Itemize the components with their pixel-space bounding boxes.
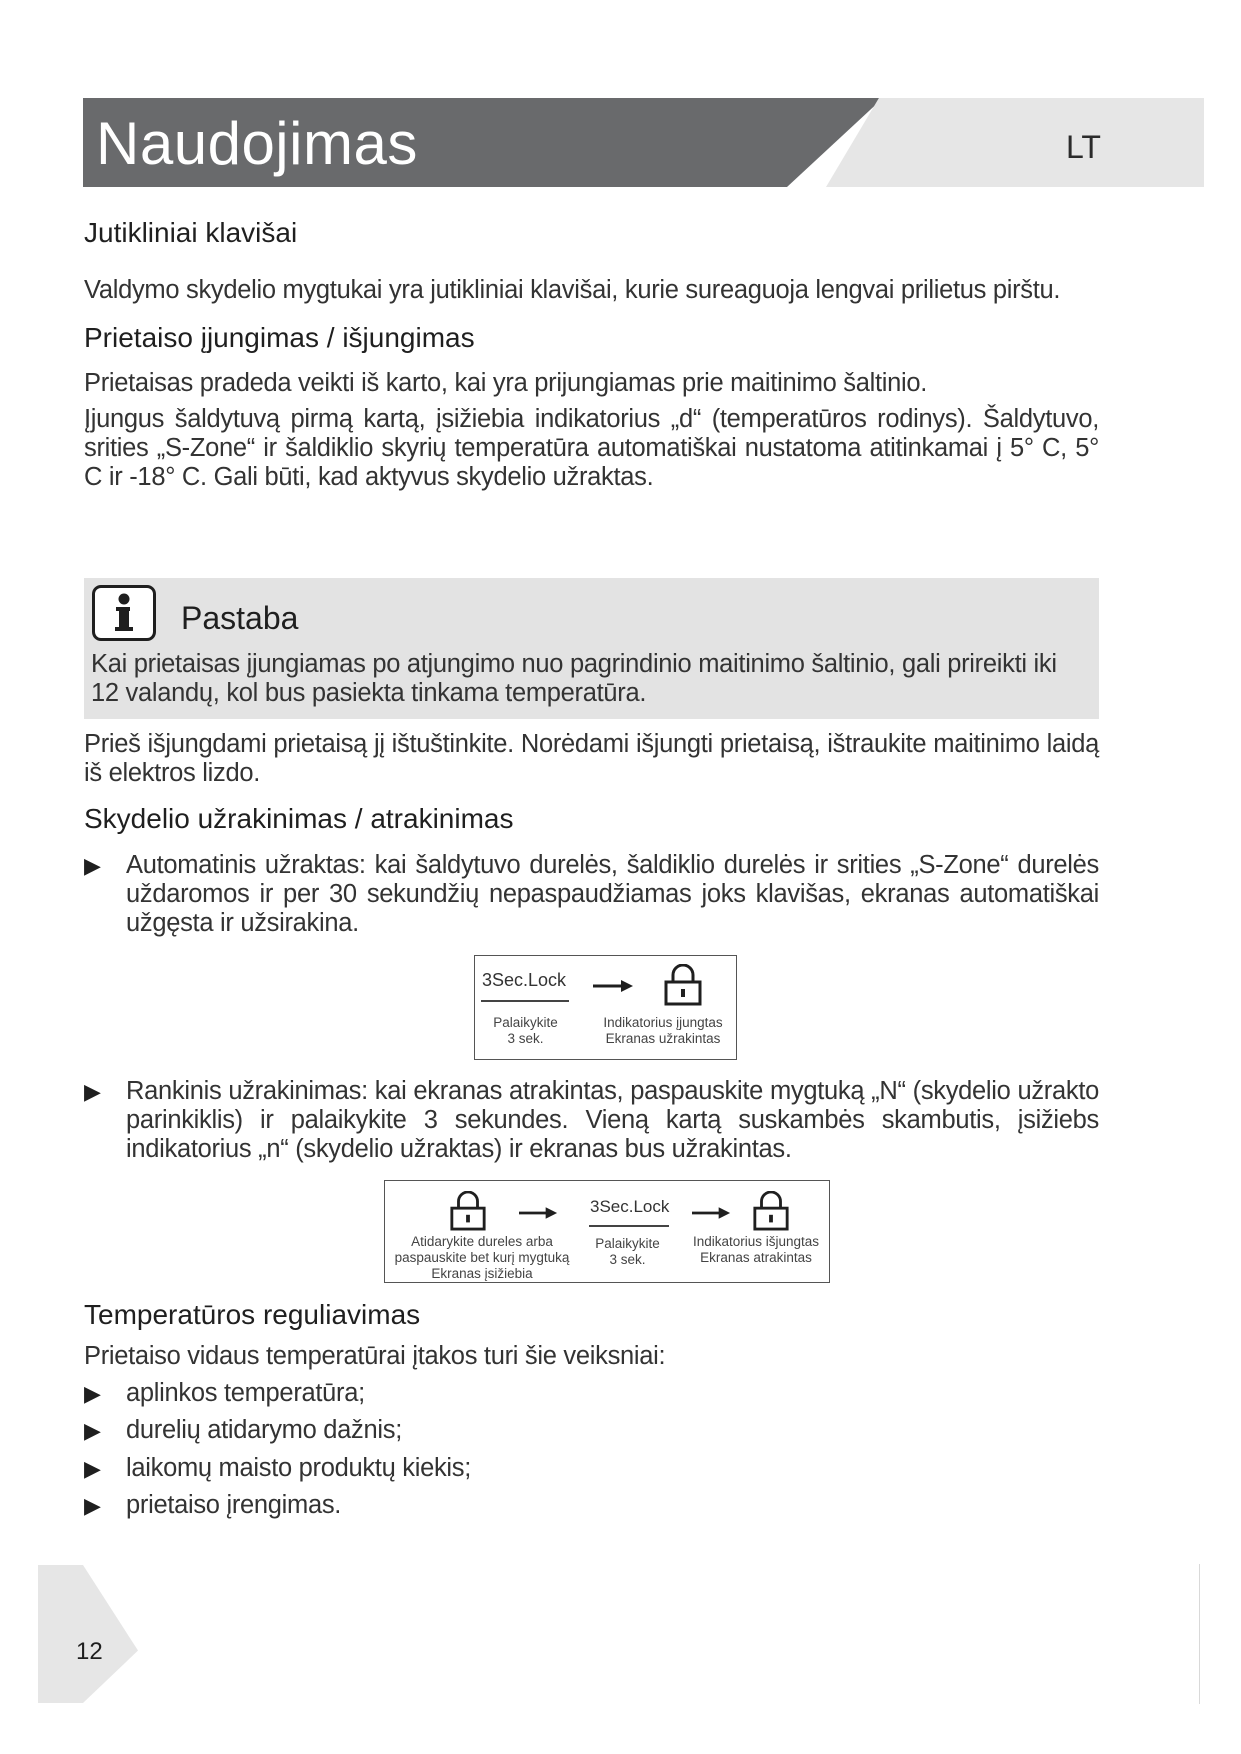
note-text: Kai prietaisas įjungiamas po atjungimo nuo pagrindinio maitinimo šaltinio, gali prireikti iki 12 valandų, kol bus pasiekta tinkama temperatūra. bbox=[91, 650, 1057, 707]
auto-lock-diagram bbox=[474, 955, 737, 1060]
lock-bullet-auto-text: Automatinis užraktas: kai šaldytuvo durelės, šaldiklio durelės ir srities „S-Zone“ durelės uždaromos ir per 30 sekundžių nepaspaudžiamas joks klavišas, ekranas automatiškai užgęsta ir užsirakina. bbox=[126, 851, 1099, 937]
bullet-arrow-icon: ▶ bbox=[84, 1418, 101, 1443]
lock-heading: Skydelio užrakinimas / atrakinimas bbox=[84, 803, 514, 834]
lock-bullet-manual bbox=[84, 1077, 1099, 1164]
diagram1-hold-text: Palaikykite 3 sek. bbox=[493, 1015, 558, 1046]
right-arrow-icon bbox=[593, 978, 635, 994]
right-arrow-icon bbox=[519, 1205, 559, 1221]
diagram2-hold-text: Palaikykite 3 sek. bbox=[595, 1236, 660, 1267]
touch-keys-text: Valdymo skydelio mygtukai yra jutikliniai klavišai, kurie sureaguoja lengvai prilietus pirštu. bbox=[84, 276, 1061, 304]
temperature-intro: Prietaiso vidaus temperatūrai įtakos turi šie veiksniai: bbox=[84, 1342, 666, 1370]
page-corner-tab bbox=[38, 1565, 138, 1703]
padlock-icon bbox=[663, 964, 703, 1006]
diagram2-underline bbox=[589, 1225, 669, 1227]
list-item: ▶ prietaiso įrengimas. bbox=[84, 1491, 342, 1519]
power-off-text: Prieš išjungdami prietaisą jį ištuštinkite. Norėdami išjungti prietaisą, ištraukite maitinimo laidą iš elektros lizdo. bbox=[84, 730, 1099, 787]
diagram2-lock-label: 3Sec.Lock bbox=[590, 1197, 670, 1216]
header-lang-tab bbox=[826, 98, 1204, 187]
list-item: ▶ laikomų maisto produktų kiekis; bbox=[84, 1454, 472, 1482]
bullet-arrow-icon: ▶ bbox=[84, 1493, 101, 1518]
power-para-2: Įjungus šaldytuvą pirmą kartą, įsižiebia indikatorius „d“ (temperatūros rodinys). Šaldytuvo, srities „S-Zone“ ir šaldiklio skyrių temperatūra automatiškai nustatoma atitinkamai į 5° C, 5° C ir -18° C. Gali būti, kad aktyvus skydelio užraktas. bbox=[84, 405, 1099, 491]
page-title: Naudojimas bbox=[96, 110, 418, 177]
diagram2-open-text: Atidarykite dureles arba paspauskite bet kurį mygtuką Ekranas įsižiebia bbox=[394, 1234, 570, 1281]
lock-bullet-manual-text: Rankinis užrakinimas: kai ekranas atrakintas, paspauskite mygtuką „N“ (skydelio užrakto parinkiklis) ir palaikykite 3 sekundes. Vieną kartą suskambės skambutis, įsižiebs indikatorius „n“ (skydelio užraktas) ir ekranas bus užrakintas. bbox=[126, 1077, 1099, 1163]
padlock-icon bbox=[752, 1191, 790, 1231]
note-title: Pastaba bbox=[181, 600, 299, 636]
diagram1-lock-label: 3Sec.Lock bbox=[482, 970, 567, 990]
list-item: ▶ aplinkos temperatūra; bbox=[84, 1379, 365, 1407]
page-number: 12 bbox=[76, 1638, 103, 1665]
manual-unlock-diagram bbox=[384, 1180, 830, 1283]
bullet-arrow-icon: ▶ bbox=[84, 1456, 101, 1481]
right-divider bbox=[1199, 1564, 1200, 1704]
language-code: LT bbox=[1066, 129, 1101, 165]
bullet-arrow-icon: ▶ bbox=[84, 1079, 101, 1104]
diagram1-underline bbox=[481, 1000, 569, 1002]
list-item: ▶ durelių atidarymo dažnis; bbox=[84, 1416, 402, 1444]
power-para-1: Prietaisas pradeda veikti iš karto, kai yra prijungiamas prie maitinimo šaltinio. bbox=[84, 369, 928, 397]
padlock-icon bbox=[449, 1191, 487, 1231]
power-heading: Prietaiso įjungimas / išjungimas bbox=[84, 322, 475, 353]
temperature-heading: Temperatūros reguliavimas bbox=[84, 1299, 421, 1330]
touch-keys-heading: Jutikliniai klavišai bbox=[84, 217, 298, 248]
bullet-arrow-icon: ▶ bbox=[84, 853, 101, 878]
info-icon bbox=[92, 585, 156, 641]
diagram2-result-text: Indikatorius išjungtas Ekranas atrakintas bbox=[692, 1234, 820, 1265]
diagram1-result-text: Indikatorius įjungtas Ekranas užrakintas bbox=[603, 1015, 723, 1046]
bullet-arrow-icon: ▶ bbox=[84, 1381, 101, 1406]
right-arrow-icon bbox=[692, 1205, 732, 1221]
lock-bullet-auto bbox=[84, 851, 1099, 938]
